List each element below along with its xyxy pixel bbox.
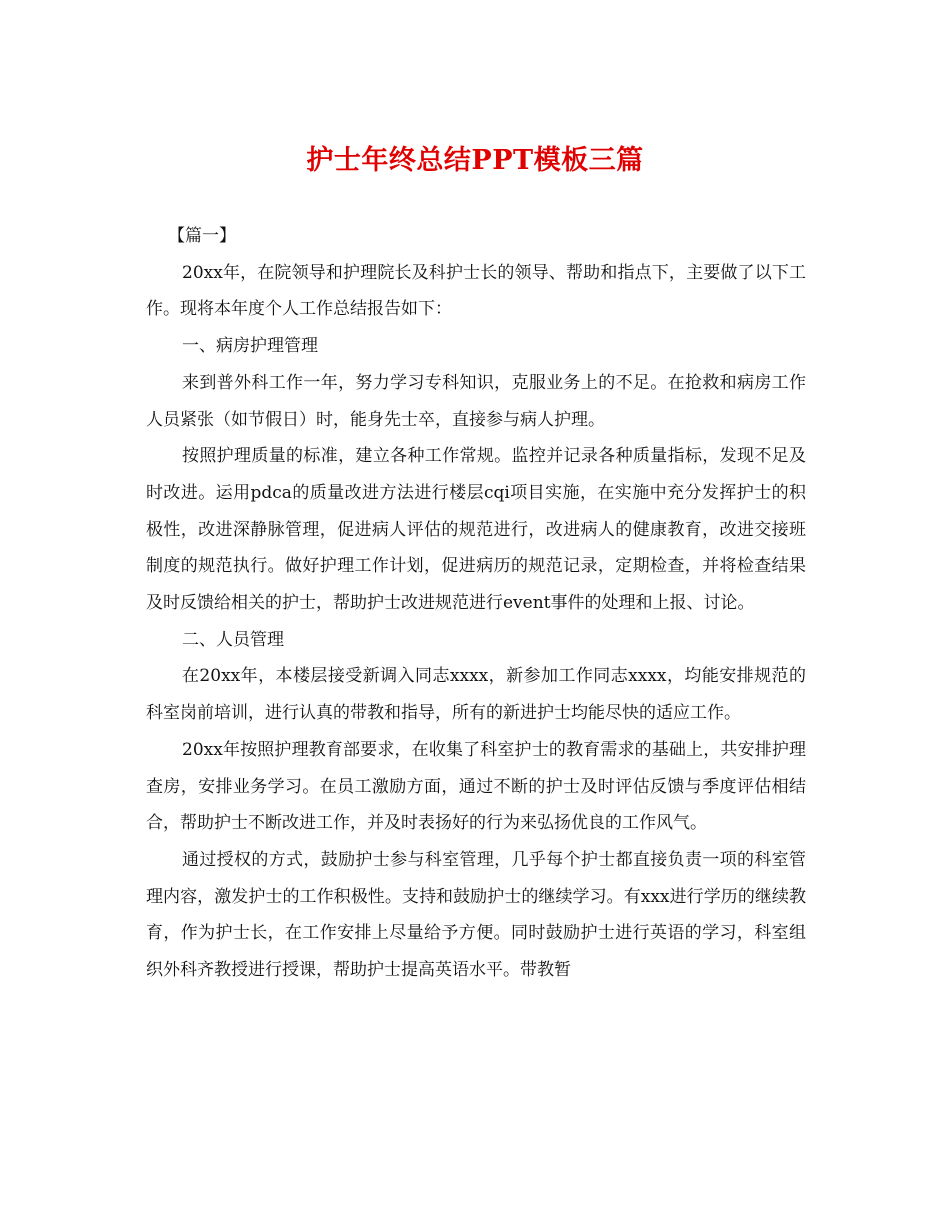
paragraph: 按照护理质量的标准，建立各种工作常规。监控并记录各种质量指标，发现不足及时改进。运用pdca的质量改进方法进行楼层cqi项目实施，在实施中充分发挥护士的积极性，改进深静脉管理，促进病人评估的规范进行，改进病人的健康教育，改进交接班制度的规范执行。做好护理工作计划，促进病历的规范记录，定期检查，并将检查结果及时反馈给相关的护士，帮助护士改进规范进行event事件的处理和上报、讨论。 bbox=[146, 446, 806, 614]
heading-ward-nursing-management: 一、病房护理管理 bbox=[182, 336, 318, 357]
document-title: 护士年终总结PPT模板三篇 bbox=[306, 145, 644, 176]
document-body bbox=[146, 218, 806, 989]
paragraph: 通过授权的方式，鼓励护士参与科室管理，几乎每个护士都直接负责一项的科室管理内容，激发护士的工作积极性。支持和鼓励护士的继续学习。有xxx进行学历的继续教育，作为护士长，在工作安排上尽量给予方便。同时鼓励护士进行英语的学习，科室组织外科齐教授进行授课，帮助护士提高英语水平。带教暂 bbox=[146, 849, 806, 981]
paragraph: 20xx年按照护理教育部要求，在收集了科室护士的教育需求的基础上，共安排护理查房，安排业务学习。在员工激励方面，通过不断的护士及时评估反馈与季度评估相结合，帮助护士不断改进工作，并及时表扬好的行为来弘扬优良的工作风气。 bbox=[146, 739, 806, 834]
heading-personnel-management: 二、人员管理 bbox=[182, 629, 284, 650]
section-label: 【篇一】 bbox=[168, 226, 236, 246]
paragraph: 在20xx年，本楼层接受新调入同志xxxx，新参加工作同志xxxx，均能安排规范的科室岗前培训，进行认真的带教和指导，所有的新进护士均能尽快的适应工作。 bbox=[146, 666, 806, 724]
paragraph-intro: 20xx年，在院领导和护理院长及科护士长的领导、帮助和指点下，主要做了以下工作。现将本年度个人工作总结报告如下： bbox=[146, 262, 806, 320]
paragraph: 来到普外科工作一年，努力学习专科知识，克服业务上的不足。在抢救和病房工作人员紧张（如节假日）时，能身先士卒，直接参与病人护理。 bbox=[146, 372, 806, 430]
